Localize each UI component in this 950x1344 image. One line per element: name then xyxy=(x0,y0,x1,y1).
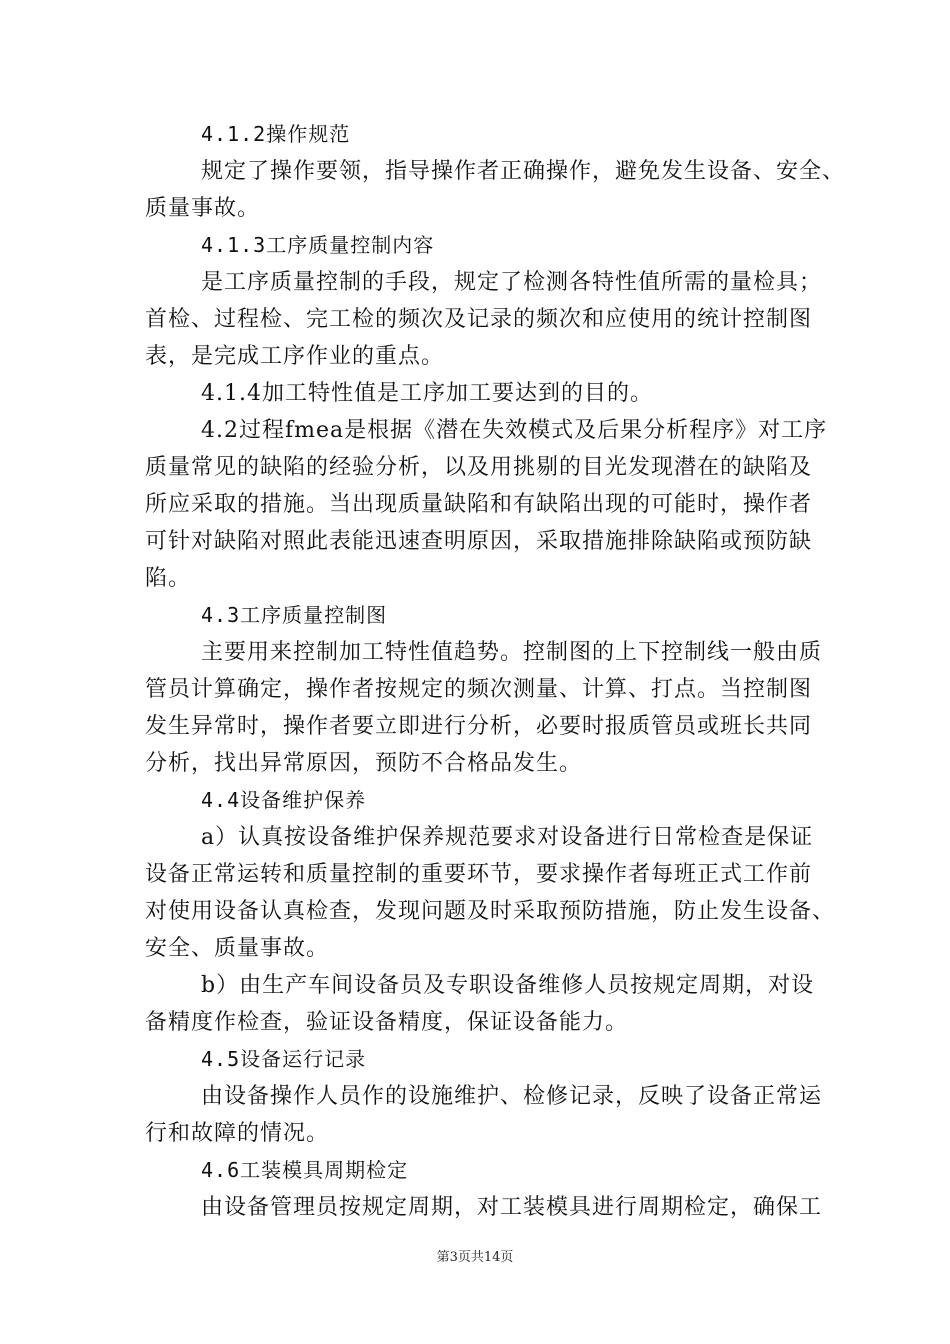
section-heading: 4.3工序质量控制图 xyxy=(201,603,388,627)
text-line: 行和故障的情况。 xyxy=(145,1121,330,1146)
section-heading: 4.4设备维护保养 xyxy=(201,788,367,812)
text-line: 首检、过程检、完工检的频次及记录的频次和应使用的统计控制图 xyxy=(145,307,813,332)
section-heading: 4.6工装模具周期检定 xyxy=(201,1158,409,1182)
text-line: 由设备操作人员作的设施维护、检修记录，反映了设备正常运 xyxy=(201,1084,823,1109)
text-line: b）由生产车间设备员及专职设备维修人员按规定周期，对设 xyxy=(201,973,815,998)
text-line: 规定了操作要领，指导操作者正确操作，避免发生设备、安全、 xyxy=(201,159,846,184)
text-line: 所应采取的措施。当出现质量缺陷和有缺陷出现的可能时，操作者 xyxy=(145,492,813,517)
text-line: 设备正常运转和质量控制的重要环节，要求操作者每班正式工作前 xyxy=(145,862,813,887)
text-line: 4.1.4加工特性值是工序加工要达到的目的。 xyxy=(201,381,653,406)
text-line: a）认真按设备维护保养规范要求对设备进行日常检查是保证 xyxy=(201,825,814,850)
text-line: 质量事故。 xyxy=(145,196,261,221)
page-footer: 第3页共14页 xyxy=(436,1250,514,1265)
text-line: 分析，找出异常原因，预防不合格品发生。 xyxy=(145,751,583,776)
text-line: 可针对缺陷对照此表能迅速查明原因，采取措施排除缺陷或预防缺 xyxy=(145,529,813,554)
text-line: 是工序质量控制的手段，规定了检测各特性值所需的量检具； xyxy=(201,270,823,295)
text-line: 发生异常时，操作者要立即进行分析，必要时报质管员或班长共同 xyxy=(145,714,813,739)
text-line: 4.2过程fmea是根据《潜在失效模式及后果分析程序》对工序 xyxy=(201,418,828,443)
text-line: 安全、质量事故。 xyxy=(145,936,330,961)
document-body xyxy=(145,116,846,1226)
text-line: 质量常见的缺陷的经验分析，以及用挑剔的目光发现潜在的缺陷及 xyxy=(145,455,813,480)
text-line: 对使用设备认真检查，发现问题及时采取预防措施，防止发生设备、 xyxy=(145,899,836,924)
text-line: 陷。 xyxy=(145,566,192,591)
section-heading: 4.1.3工序质量控制内容 xyxy=(201,233,435,257)
section-heading: 4.1.2操作规范 xyxy=(201,122,351,146)
text-line: 主要用来控制加工特性值趋势。控制图的上下控制线一般由质 xyxy=(201,640,823,665)
text-line: 管员计算确定，操作者按规定的频次测量、计算、打点。当控制图 xyxy=(145,677,813,702)
text-line: 表，是完成工序作业的重点。 xyxy=(145,344,445,369)
section-heading: 4.5设备运行记录 xyxy=(201,1047,367,1071)
text-line: 由设备管理员按规定周期，对工装模具进行周期检定，确保工 xyxy=(201,1195,823,1220)
text-line: 备精度作检查，验证设备精度，保证设备能力。 xyxy=(145,1010,629,1035)
